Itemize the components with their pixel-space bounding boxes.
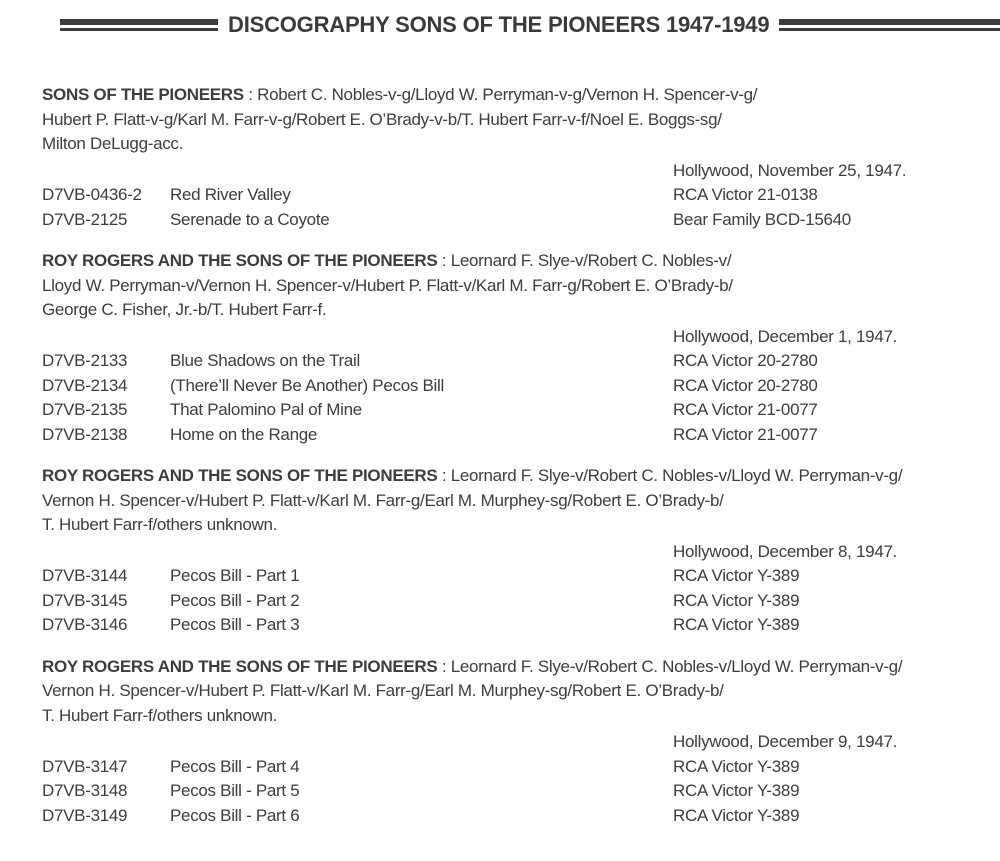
session-location-date: Hollywood, December 1, 1947. bbox=[673, 326, 898, 346]
record-release: RCA Victor Y-389 bbox=[673, 590, 800, 610]
record-release: RCA Victor Y-389 bbox=[673, 781, 800, 800]
matrix-number: D7VB-3149 bbox=[42, 805, 128, 825]
song-title: (There’ll Never Be Another) Pecos Bill bbox=[170, 375, 444, 395]
session-location-date: Hollywood, December 8, 1947. bbox=[673, 541, 898, 561]
record-release: RCA Victor 20-2780 bbox=[673, 351, 818, 370]
personnel-line: T. Hubert Farr-f/others unknown. bbox=[42, 705, 278, 725]
artist-name: ROY ROGERS AND THE SONS OF THE PIONEERS bbox=[42, 656, 438, 676]
personnel-line bbox=[42, 83, 975, 108]
song-title: Red River Valley bbox=[170, 185, 291, 204]
rule-bar-thick bbox=[779, 19, 1000, 25]
track-row bbox=[42, 374, 975, 399]
song-title: Pecos Bill - Part 2 bbox=[170, 590, 300, 610]
personnel-line: T. Hubert Farr-f/others unknown. bbox=[42, 515, 278, 534]
track-row bbox=[42, 208, 975, 233]
session-location-date: Hollywood, December 9, 1947. bbox=[673, 732, 898, 751]
artist-separator: : bbox=[437, 251, 451, 270]
record-release: RCA Victor 20-2780 bbox=[673, 375, 818, 395]
matrix-number: D7VB-3148 bbox=[42, 781, 128, 800]
personnel-line bbox=[42, 249, 975, 274]
matrix-number: D7VB-3144 bbox=[42, 566, 128, 585]
record-release: RCA Victor 21-0138 bbox=[673, 185, 818, 204]
record-release: RCA Victor Y-389 bbox=[673, 756, 800, 776]
session-block-2 bbox=[42, 249, 975, 447]
personnel-line: Hubert P. Flatt-v-g/Karl M. Farr-v-g/Robert E. O’Brady-v-b/T. Hubert Farr-v-f/Noel E. Boggs-sg/ bbox=[42, 109, 722, 129]
song-title: Pecos Bill - Part 3 bbox=[170, 615, 300, 634]
song-title: Pecos Bill - Part 6 bbox=[170, 805, 300, 825]
track-row bbox=[42, 804, 975, 829]
track-row bbox=[42, 564, 975, 589]
artist-separator: : bbox=[437, 656, 451, 676]
matrix-number: D7VB-3145 bbox=[42, 590, 128, 610]
song-title: Pecos Bill - Part 4 bbox=[170, 756, 300, 776]
artist-name: SONS OF THE PIONEERS bbox=[42, 85, 244, 104]
matrix-number: D7VB-3147 bbox=[42, 756, 128, 776]
song-title: Home on the Range bbox=[170, 424, 318, 444]
artist-name: ROY ROGERS AND THE SONS OF THE PIONEERS bbox=[42, 466, 438, 485]
record-release: RCA Victor 21-0077 bbox=[673, 400, 818, 419]
matrix-number: D7VB-2135 bbox=[42, 400, 128, 419]
artist-separator: : bbox=[437, 466, 451, 485]
session-location-date: Hollywood, November 25, 1947. bbox=[673, 160, 907, 180]
discography-content bbox=[0, 40, 1000, 828]
song-title: Blue Shadows on the Trail bbox=[170, 351, 361, 370]
record-release: RCA Victor Y-389 bbox=[673, 805, 800, 825]
record-release: RCA Victor Y-389 bbox=[673, 615, 800, 634]
matrix-number: D7VB-2134 bbox=[42, 375, 128, 395]
matrix-number: D7VB-2133 bbox=[42, 351, 128, 370]
song-title: Pecos Bill - Part 1 bbox=[170, 566, 300, 585]
masthead bbox=[0, 0, 1000, 40]
personnel-line: Milton DeLugg-acc. bbox=[42, 134, 184, 153]
rule-bar-thick bbox=[60, 19, 218, 25]
matrix-number: D7VB-0436-2 bbox=[42, 185, 142, 204]
record-release: RCA Victor 21-0077 bbox=[673, 424, 818, 444]
track-row bbox=[42, 398, 975, 423]
track-row bbox=[42, 423, 975, 448]
artist-name: ROY ROGERS AND THE SONS OF THE PIONEERS bbox=[42, 251, 438, 270]
personnel-line bbox=[42, 464, 975, 489]
matrix-number: D7VB-2138 bbox=[42, 424, 128, 444]
track-row bbox=[42, 589, 975, 614]
session-block-3 bbox=[42, 464, 975, 638]
rule-bar-thin bbox=[60, 28, 218, 31]
matrix-number: D7VB-2125 bbox=[42, 209, 128, 229]
song-title: Serenade to a Coyote bbox=[170, 209, 330, 229]
song-title: That Palomino Pal of Mine bbox=[170, 400, 362, 419]
personnel-line: George C. Fisher, Jr.-b/T. Hubert Farr-f. bbox=[42, 300, 327, 319]
personnel-line: Vernon H. Spencer-v/Hubert P. Flatt-v/Karl M. Farr-g/Earl M. Murphey-sg/Robert E. O’Brady-b/ bbox=[42, 681, 724, 700]
personnel-text: Leornard F. Slye-v/Robert C. Nobles-v/Lloyd W. Perryman-v-g/ bbox=[450, 656, 903, 676]
record-release: Bear Family BCD-15640 bbox=[673, 209, 851, 229]
personnel-line: Lloyd W. Perryman-v/Vernon H. Spencer-v/Hubert P. Flatt-v/Karl M. Farr-g/Robert E. O’Brady-b/ bbox=[42, 275, 733, 295]
session-block-1 bbox=[42, 83, 975, 232]
session-block-4 bbox=[42, 655, 975, 829]
track-row bbox=[42, 183, 975, 208]
track-row bbox=[42, 779, 975, 804]
record-release: RCA Victor Y-389 bbox=[673, 566, 800, 585]
title-rule-right bbox=[779, 19, 1000, 31]
personnel-line: Vernon H. Spencer-v/Hubert P. Flatt-v/Karl M. Farr-g/Earl M. Murphey-sg/Robert E. O’Brady-b/ bbox=[42, 490, 724, 510]
personnel-line bbox=[42, 655, 975, 680]
personnel-text: Leornard F. Slye-v/Robert C. Nobles-v/ bbox=[450, 251, 732, 270]
matrix-number: D7VB-3146 bbox=[42, 615, 128, 634]
title-rule-left bbox=[60, 19, 218, 31]
track-row bbox=[42, 613, 975, 638]
page-title: DISCOGRAPHY SONS OF THE PIONEERS 1947-1949 bbox=[228, 12, 770, 37]
artist-separator: : bbox=[243, 85, 258, 104]
personnel-text: Robert C. Nobles-v-g/Lloyd W. Perryman-v-g/Vernon H. Spencer-v-g/ bbox=[257, 85, 758, 104]
rule-bar-thin bbox=[779, 28, 1000, 31]
track-row bbox=[42, 349, 975, 374]
personnel-text: Leornard F. Slye-v/Robert C. Nobles-v/Lloyd W. Perryman-v-g/ bbox=[450, 466, 903, 485]
track-row bbox=[42, 755, 975, 780]
song-title: Pecos Bill - Part 5 bbox=[170, 781, 300, 800]
